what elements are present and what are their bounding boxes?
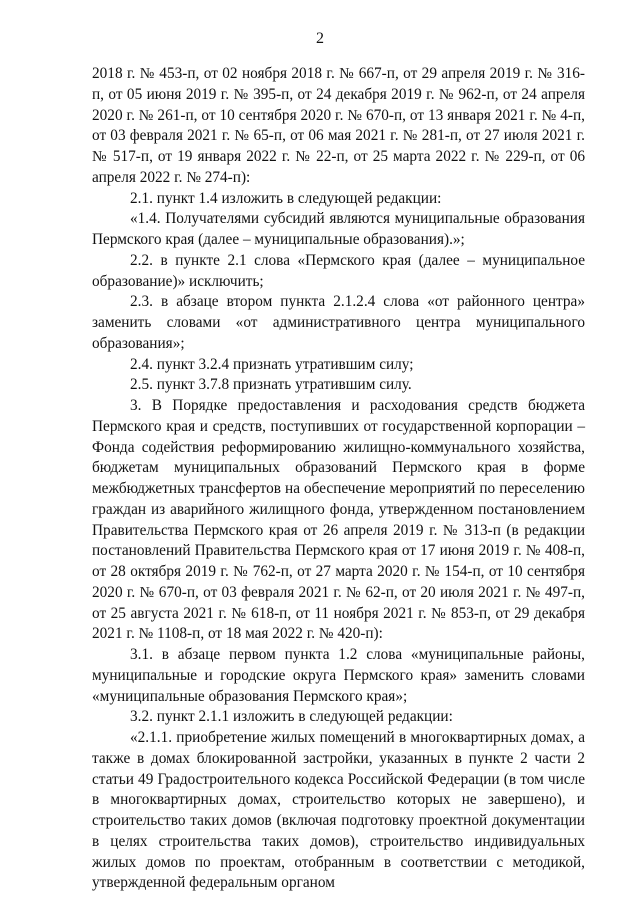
- paragraph-quote-1-4: «1.4. Получателями субсидий являются муниципальные образования Пермского края (далее – муниципальные образования).»;: [92, 210, 585, 248]
- paragraph-item-3: 3. В Порядке предоставления и расходования средств бюджета Пермского края и средств, поступивших от государственной корпорации – Фонда содействия реформированию жилищно-коммунального хозяйства, бюджетам муниципальных образований Пермского края в форме межбюджетных трансфертов на обеспечение мероприятий по переселению граждан из аварийного жилищного фонда, утвержденном постановлением Правительства Пермского края от 26 апреля 2019 г. № 313-п (в редакции постановлений Правительства Пермского края от 17 июня 2019 г. № 408-п, от 28 октября 2019 г. № 762-п, от 27 марта 2020 г. № 154-п, от 10 сентября 2020 г. № 670-п, от 03 февраля 2021 г. № 62-п, от 20 июля 2021 г. № 497-п, от 25 августа 2021 г. № 618-п, от 11 ноября 2021 г. № 853-п, от 29 декабря 2021 г. № 1108-п, от 18 мая 2022 г. № 420-п):: [92, 397, 585, 643]
- paragraph-item-2-4: 2.4. пункт 3.2.4 признать утратившим силу;: [130, 355, 414, 373]
- paragraph-continuation: 2018 г. № 453-п, от 02 ноября 2018 г. № 667-п, от 29 апреля 2019 г. № 316-п, от 05 июня 2019 г. № 395-п, от 24 декабря 2019 г. № 962-п, от 24 апреля 2020 г. № 261-п, от 10 сентября 2020 г. № 670-п, от 13 января 2021 г. № 4-п, от 03 февраля 2021 г. № 65-п, от 06 мая 2021 г. № 281-п, от 27 июля 2021 г. № 517-п, от 19 января 2022 г. № 22-п, от 25 марта 2022 г. № 229-п, от 06 апреля 2022 г. № 274-п):: [92, 65, 585, 186]
- paragraph-quote-2-1-1: «2.1.1. приобретение жилых помещений в многоквартирных домах, а также в домах блокированной застройки, указанных в пункте 2 части 2 статьи 49 Градостроительного кодекса Российской Федерации (в том числе в многоквартирных домах, строительство которых не завершено), и строительство таких домов (включая подготовку проектной документации в целях строительства таких домов), строительство индивидуальных жилых домов по проектам, отобранным в соответствии с методикой, утвержденной федеральным органом: [92, 729, 585, 892]
- paragraph-item-3-1: 3.1. в абзаце первом пункта 1.2 слова «муниципальные районы, муниципальные и городские округа Пермского края» заменить словами «муниципальные образования Пермского края»;: [92, 646, 585, 705]
- page-number: 2: [316, 30, 324, 47]
- paragraph-item-2-2: 2.2. в пункте 2.1 слова «Пермского края (далее – муниципальное образование)» исключить;: [92, 251, 585, 290]
- document-body: [92, 64, 585, 894]
- paragraph-item-2-1: 2.1. пункт 1.4 изложить в следующей редакции:: [130, 189, 442, 207]
- paragraph-item-2-5: 2.5. пункт 3.7.8 признать утратившим силу.: [130, 376, 412, 394]
- paragraph-item-3-2: 3.2. пункт 2.1.1 изложить в следующей редакции:: [130, 708, 453, 726]
- paragraph-item-2-3: 2.3. в абзаце втором пункта 2.1.2.4 слова «от районного центра» заменить словами «от административного центра муниципального образования»;: [92, 293, 585, 352]
